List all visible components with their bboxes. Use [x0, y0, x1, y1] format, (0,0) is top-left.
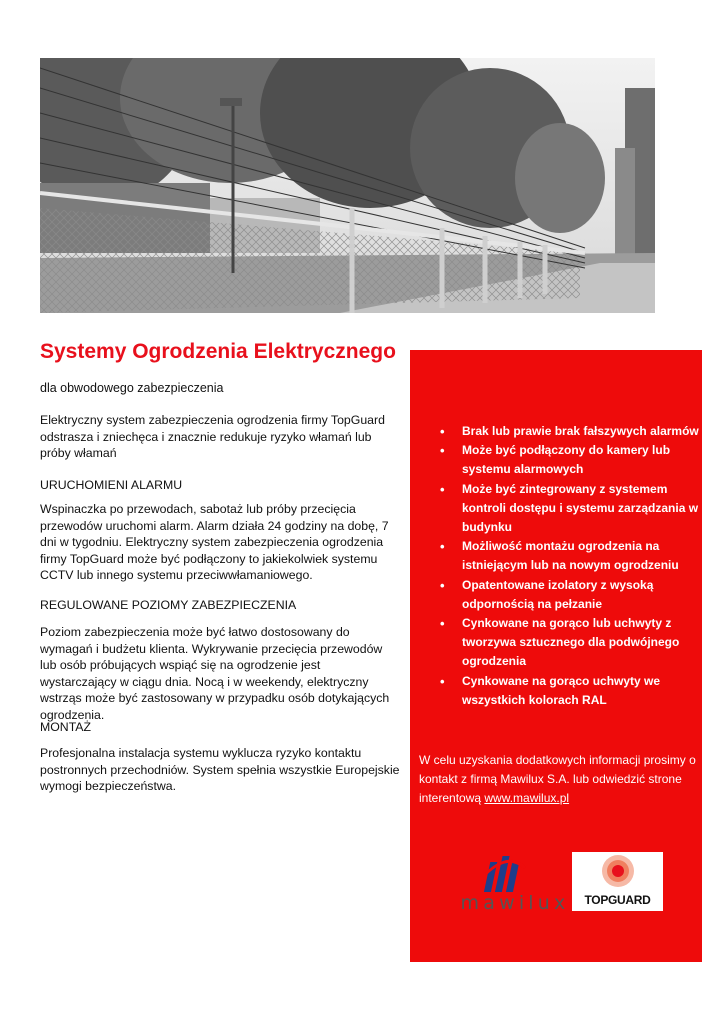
mawilux-logo: [460, 852, 570, 912]
topguard-logo: [572, 852, 663, 911]
feature-item: • Może być zintegrowany z systemem kontroli dostępu i systemu zarządzania w budynku: [440, 480, 702, 538]
contact-text: W celu uzyskania dodatkowych informacji prosimy o kontakt z firmą Mawilux S.A. lub odwiedzić strone interentową: [419, 753, 696, 806]
section-text-installation: Profesjonalna instalacja systemu wyklucza ryzyko kontaktu postronnych przechodniów. System spełnia wszystkie Europejskie wymogi bezpieczeństwa.: [40, 746, 400, 793]
section-text-alarm: Wspinaczka po przewodach, sabotaż lub próby przecięcia przewodów uruchomi alarm. Alarm działa 24 godziny na dobę, 7 dni w tygodniu. Elektryczny system zabezpieczenia ogrodzenia firmy TopGuard może być podłączony to jakiekolwiek systemu CCTV lub innego systemu przeciwwłamaniowego.: [40, 502, 389, 582]
contact-info: [419, 751, 701, 809]
page-title: Systemy Ogrodzenia Elektrycznego: [40, 340, 396, 363]
section-text-levels: Poziom zabezpieczenia może być łatwo dostosowany do wymagań i budżetu klienta. Wykrywanie przecięcia przewodów lub osób próbujących wspiąć się na ogrodzenie jest wystarczający w ciągu dnia. Nocą i w weekendy, elektryczny wstrząs może być zastosowany w przypadku osób dotykających ogrodzenia.: [40, 625, 390, 722]
page-subtitle: dla obwodowego zabezpieczenia: [40, 381, 224, 395]
mawilux-mark-icon: [460, 852, 570, 892]
website-link[interactable]: www.mawilux.pl: [484, 791, 570, 806]
section-heading-installation: MONTAŻ: [40, 720, 92, 734]
mawilux-wordmark: mawilux: [460, 892, 570, 914]
feature-item: • Cynkowane na gorąco uchwyty we wszystkich kolorach RAL: [440, 672, 702, 710]
section-heading-alarm: URUCHOMIENI ALARMU: [40, 478, 183, 492]
fence-photo: [40, 58, 655, 313]
feature-item: • Brak lub prawie brak fałszywych alarmów: [440, 422, 702, 441]
feature-item: • Możliwość montażu ogrodzenia na istniejącym lub na nowym ogrodzeniu: [440, 537, 702, 575]
section-heading-levels: REGULOWANE POZIOMY ZABEZPIECZENIA: [40, 598, 297, 612]
feature-item: • Może być podłączony do kamery lub systemu alarmowych: [440, 441, 702, 479]
intro-paragraph: Elektryczny system zabezpieczenia ogrodzenia firmy TopGuard odstrasza i zniechęca i znacznie redukuje ryzyko włamań lub próby włamań: [40, 413, 385, 460]
feature-item: • Opatentowane izolatory z wysoką odpornością na pełzanie: [440, 576, 702, 614]
features-list: [440, 422, 702, 710]
topguard-wordmark: TOPGUARD: [584, 893, 651, 907]
topguard-mark-icon: [572, 852, 663, 892]
feature-item: • Cynkowane na gorąco lub uchwyty z tworzywa sztucznego dla podwójnego ogrodzenia: [440, 614, 702, 672]
